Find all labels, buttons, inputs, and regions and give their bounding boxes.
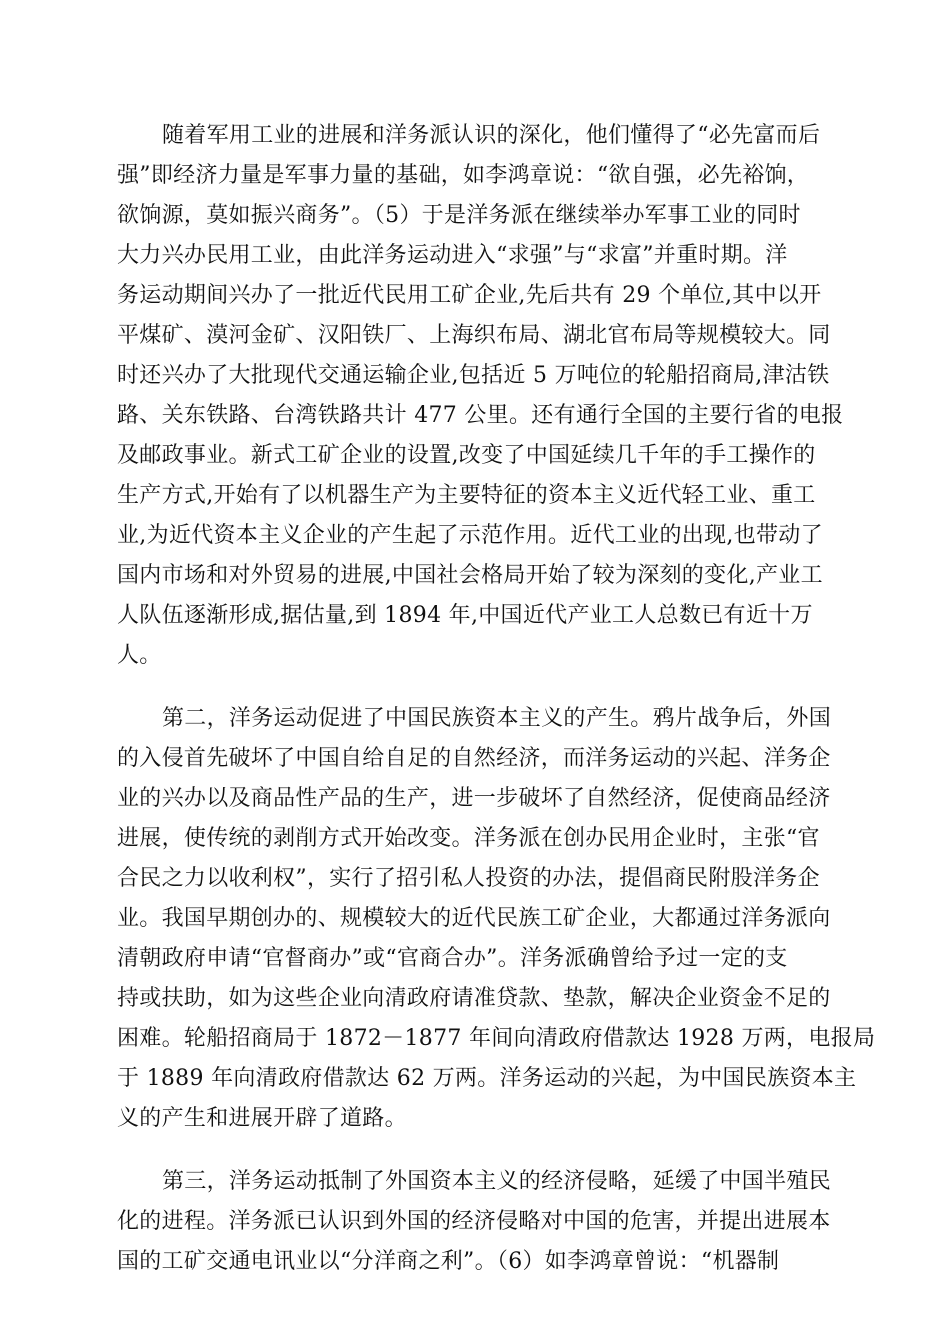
text-line: 义的产生和进展开辟了道路。 (117, 1106, 407, 1131)
text-line: 随着军用工业的进展和洋务派认识的深化，他们懂得了“必先富而后 (162, 123, 821, 148)
text-line: 欲饷源，莫如振兴商务”。（5）于是洋务派在继续举办军事工业的同时 (117, 203, 801, 228)
text-line: 及邮政事业。新式工矿企业的设置,改变了中国延续几千年的手工操作的 (117, 443, 816, 468)
text-line: 进展，使传统的剥削方式开始改变。洋务派在创办民用企业时，主张“官 (117, 826, 820, 851)
text-line: 大力兴办民用工业，由此洋务运动进入“求强”与“求富”并重时期。洋 (117, 243, 788, 268)
text-line: 业。我国早期创办的、规模较大的近代民族工矿企业，大都通过洋务派向 (117, 906, 831, 931)
text-line: 业的兴办以及商品性产品的生产，进一步破坏了自然经济，促使商品经济 (117, 786, 831, 811)
text-line: 持或扶助，如为这些企业向清政府请准贷款、垫款，解决企业资金不足的 (117, 986, 831, 1011)
text-line: 业,为近代资本主义企业的产生起了示范作用。近代工业的出现,也带动了 (117, 523, 823, 548)
text-line: 于 1889 年向清政府借款达 62 万两。洋务运动的兴起，为中国民族资本主 (117, 1066, 857, 1091)
text-line: 的入侵首先破坏了中国自给自足的自然经济，而洋务运动的兴起、洋务企 (117, 746, 831, 771)
text-line: 第三，洋务运动抵制了外国资本主义的经济侵略，延缓了中国半殖民 (162, 1169, 832, 1194)
text-line: 务运动期间兴办了一批近代民用工矿企业,先后共有 29 个单位,其中以开 (117, 283, 822, 308)
text-line: 人队伍逐渐形成,据估量,到 1894 年,中国近代产业工人总数已有近十万 (117, 603, 813, 628)
text-line: 国内市场和对外贸易的进展,中国社会格局开始了较为深刻的变化,产业工 (117, 563, 823, 588)
text-line: 第二，洋务运动促进了中国民族资本主义的产生。鸦片战争后，外国 (162, 706, 832, 731)
text-line: 合民之力以收利权”，实行了招引私人投资的办法，提倡商民附股洋务企 (117, 866, 820, 891)
text-line: 化的进程。洋务派已认识到外国的经济侵略对中国的危害，并提出进展本 (117, 1209, 831, 1234)
text-line: 路、关东铁路、台湾铁路共计 477 公里。还有通行全国的主要行省的电报 (117, 403, 844, 428)
text-line: 困难。轮船招商局于 1872－1877 年间向清政府借款达 1928 万两，电报局 (117, 1026, 876, 1051)
text-line: 清朝政府申请“官督商办”或“官商合办”。洋务派确曾给予过一定的支 (117, 946, 788, 971)
text-line: 国的工矿交通电讯业以“分洋商之利”。（6）如李鸿章曾说：“机器制 (117, 1249, 780, 1274)
text-line: 人。 (117, 643, 162, 668)
text-line: 生产方式,开始有了以机器生产为主要特征的资本主义近代轻工业、重工 (117, 483, 816, 508)
text-line: 时还兴办了大批现代交通运输企业,包括近 5 万吨位的轮船招商局,津沽铁 (117, 363, 830, 388)
text-line: 平煤矿、漠河金矿、汉阳铁厂、上海织布局、湖北官布局等规模较大。同 (117, 323, 831, 348)
text-line: 强”即经济力量是军事力量的基础，如李鸿章说：“欲自强，必先裕饷， (117, 163, 810, 188)
